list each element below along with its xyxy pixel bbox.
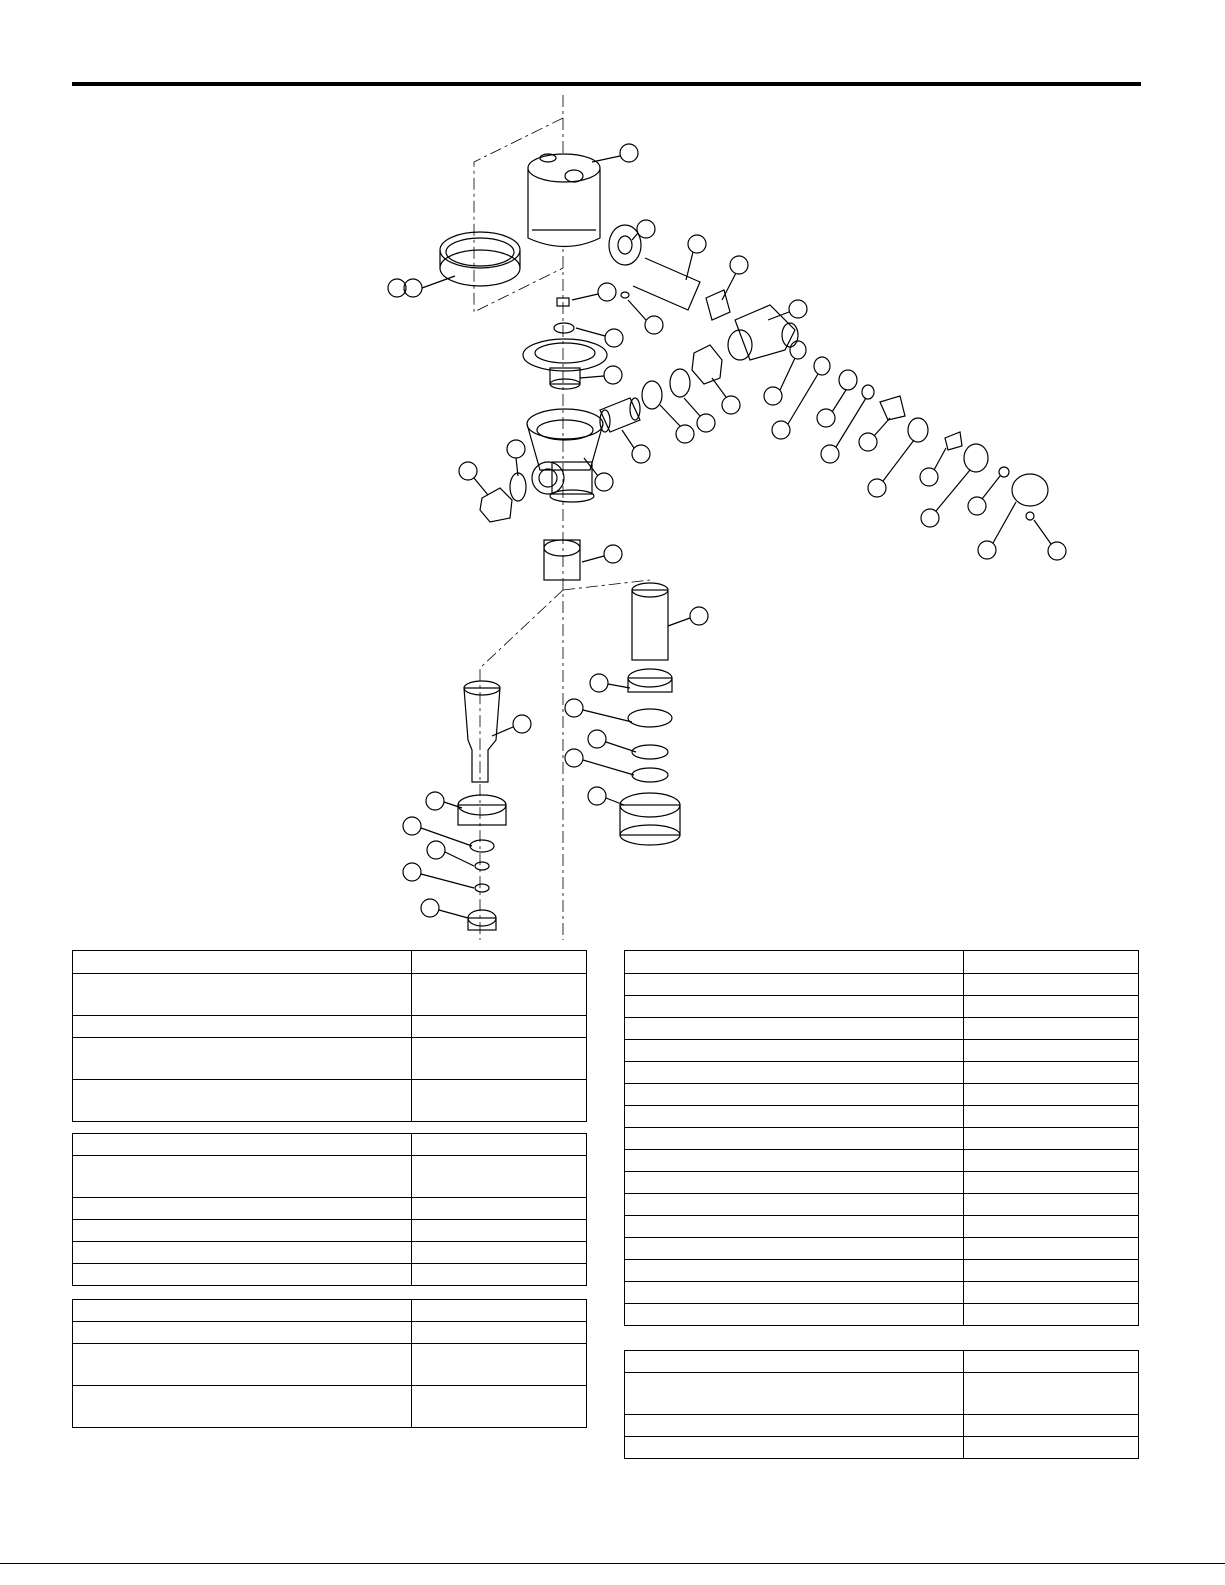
table-cell xyxy=(73,1386,412,1428)
table-cell xyxy=(964,1216,1139,1238)
valve-body-drawing xyxy=(527,409,603,502)
table-cell xyxy=(625,1128,964,1150)
table-cell xyxy=(964,1282,1139,1304)
table-cell xyxy=(73,951,412,974)
parts-table-left-1 xyxy=(72,950,587,1122)
table-cell xyxy=(73,1300,412,1322)
override-button-drawing xyxy=(480,488,512,522)
parts-table-right-2 xyxy=(624,1350,1139,1459)
table-cell xyxy=(412,951,587,974)
table-cell xyxy=(625,1150,964,1172)
table-cell xyxy=(73,1134,412,1156)
table-cell xyxy=(73,1344,412,1386)
table-cell xyxy=(625,951,964,974)
table-cell xyxy=(625,1351,964,1373)
table-cell xyxy=(625,1260,964,1282)
table-cell xyxy=(412,974,587,1016)
table-cell xyxy=(625,974,964,996)
strainer-drawing xyxy=(544,540,580,580)
table-cell xyxy=(964,1172,1139,1194)
table-cell xyxy=(412,1198,587,1220)
nipple-drawing xyxy=(600,398,640,432)
table-cell xyxy=(625,1040,964,1062)
table-cell xyxy=(625,1304,964,1326)
table-cell xyxy=(964,974,1139,996)
table-cell xyxy=(625,1373,964,1415)
table-cell xyxy=(625,1216,964,1238)
table-cell xyxy=(412,1156,587,1198)
table-cell xyxy=(625,996,964,1018)
parts-table-right-1 xyxy=(624,950,1139,1326)
parts-table-left-2 xyxy=(72,1133,587,1286)
table-cell xyxy=(964,1106,1139,1128)
table-cell xyxy=(964,951,1139,974)
table-cell xyxy=(964,1194,1139,1216)
table-cell xyxy=(73,974,412,1016)
table-cell xyxy=(73,1198,412,1220)
table-cell xyxy=(73,1264,412,1286)
table-cell xyxy=(625,1018,964,1040)
table-cell xyxy=(625,1084,964,1106)
table-cell xyxy=(625,1282,964,1304)
table-cell xyxy=(73,1038,412,1080)
table-cell xyxy=(625,1062,964,1084)
table-cell xyxy=(964,1437,1139,1459)
table-cell xyxy=(412,1344,587,1386)
table-cell xyxy=(625,1437,964,1459)
table-cell xyxy=(964,1373,1139,1415)
table-cell xyxy=(625,1238,964,1260)
left-tube-stack xyxy=(458,681,506,930)
table-cell xyxy=(964,1304,1139,1326)
table-cell xyxy=(73,1220,412,1242)
table-cell xyxy=(412,1220,587,1242)
table-cell xyxy=(73,1156,412,1198)
table-cell xyxy=(412,1038,587,1080)
table-cell xyxy=(412,1134,587,1156)
table-cell xyxy=(412,1016,587,1038)
table-cell xyxy=(964,1018,1139,1040)
table-cell xyxy=(412,1386,587,1428)
table-cell xyxy=(73,1080,412,1122)
table-cell xyxy=(964,996,1139,1018)
table-cell xyxy=(964,1150,1139,1172)
table-cell xyxy=(412,1080,587,1122)
callouts xyxy=(388,144,1066,918)
table-cell xyxy=(625,1415,964,1437)
sensor-cover-drawing xyxy=(528,154,600,247)
table-cell xyxy=(964,1040,1139,1062)
table-cell xyxy=(412,1300,587,1322)
parts-table-left-3 xyxy=(72,1299,587,1428)
table-cell xyxy=(625,1106,964,1128)
dashed-guide xyxy=(480,590,563,940)
table-cell xyxy=(412,1264,587,1286)
table-cell xyxy=(964,1415,1139,1437)
table-cell xyxy=(625,1172,964,1194)
right-tube-stack xyxy=(620,583,680,845)
table-cell xyxy=(412,1242,587,1264)
table-cell xyxy=(964,1260,1139,1282)
stop-body-drawing xyxy=(728,305,798,360)
table-cell xyxy=(964,1062,1139,1084)
table-cell xyxy=(73,1016,412,1038)
table-cell xyxy=(964,1084,1139,1106)
table-cell xyxy=(964,1351,1139,1373)
diaphragm-cover-drawing xyxy=(523,339,607,389)
table-cell xyxy=(73,1322,412,1344)
table-cell xyxy=(964,1238,1139,1260)
table-cell xyxy=(73,1242,412,1264)
table-cell xyxy=(625,1194,964,1216)
table-cell xyxy=(412,1322,587,1344)
table-cell xyxy=(964,1128,1139,1150)
footer-rule xyxy=(0,1563,1225,1564)
retaining-ring-drawing xyxy=(440,232,520,286)
